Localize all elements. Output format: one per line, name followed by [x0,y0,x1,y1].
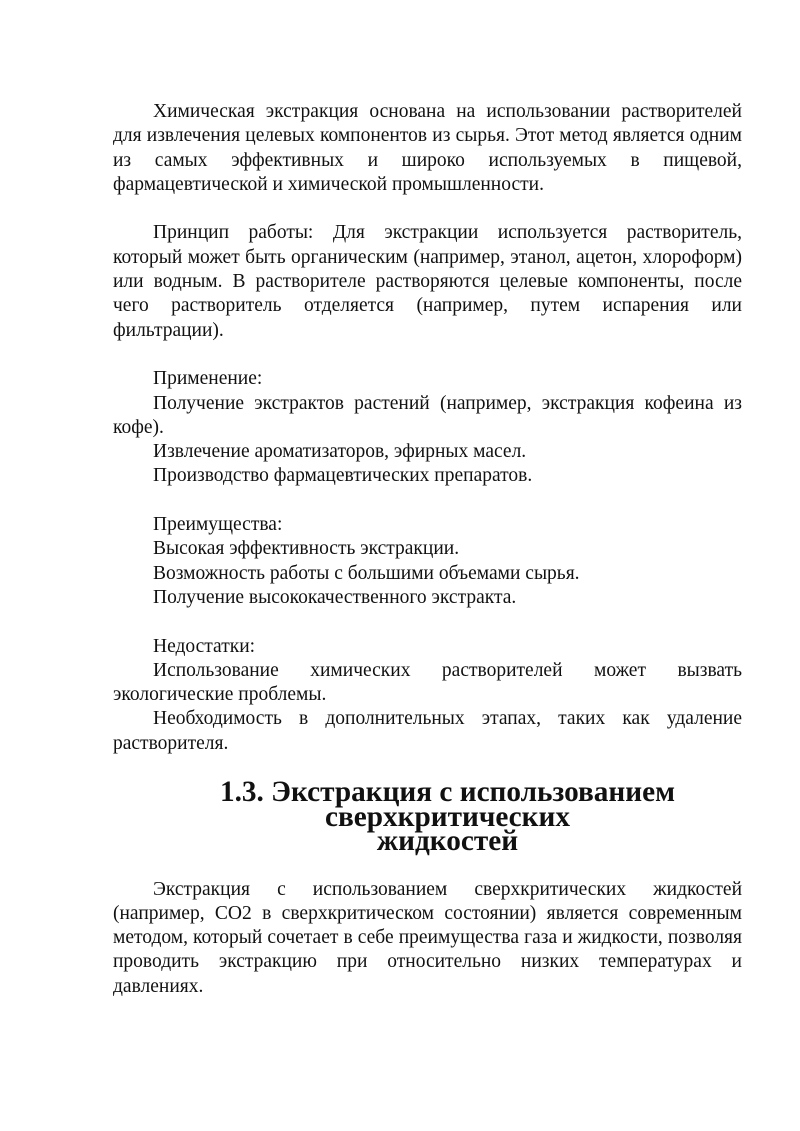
spacer [113,489,742,513]
disadvantages-item: Необходимость в дополнительных этапах, таких как удаление растворителя. [113,708,742,754]
spacer [113,197,742,221]
application-title: Применение: [153,368,263,390]
section-heading-line: 1.3. Экстракция с использованием сверхкритических [219,776,676,833]
advantages-item: Получение высококачественного экстракта. [153,586,517,608]
application-item: Производство фармацевтических препаратов. [153,465,533,487]
principle-paragraph: Принцип работы: Для экстракции используется растворитель, который может быть органическим (например, этанол, ацетон, хлороформ) или водным. В растворителе растворяются целевые компоненты, после чего растворитель отделяется (например, путем испарения или фильтрации). [113,222,742,341]
section-paragraph: Экстракция с использованием сверхкритических жидкостей (например, CO2 в сверхкритическом состоянии) является современным методом, который сочетает в себе преимущества газа и жидкости, позволяя проводить экстракцию при относительно низких температурах и давлениях. [113,878,742,997]
intro-paragraph: Химическая экстракция основана на использовании растворителей для извлечения целевых компонентов из сырья. Этот метод является одним из самых эффективных и широко используемых в пищевой, фармацевтической и химической промышленности. [113,101,742,195]
section-heading [113,776,742,857]
disadvantages-item: Использование химических растворителей может вызвать экологические проблемы. [113,659,742,706]
advantages-item: Высокая эффективность экстракции. [153,538,460,560]
document-page [113,100,742,999]
advantages-title: Преимущества: [153,514,283,536]
application-item: Извлечение ароматизаторов, эфирных масел. [153,441,527,463]
advantages-item: Возможность работы с большими объемами сырья. [153,562,580,584]
section-heading-line: жидкостей [376,824,519,857]
disadvantages-title: Недостатки: [153,635,256,657]
application-item: Получение экстрактов растений (например, экстракция кофеина из кофе). [113,392,742,438]
spacer [113,610,742,634]
spacer [113,343,742,367]
